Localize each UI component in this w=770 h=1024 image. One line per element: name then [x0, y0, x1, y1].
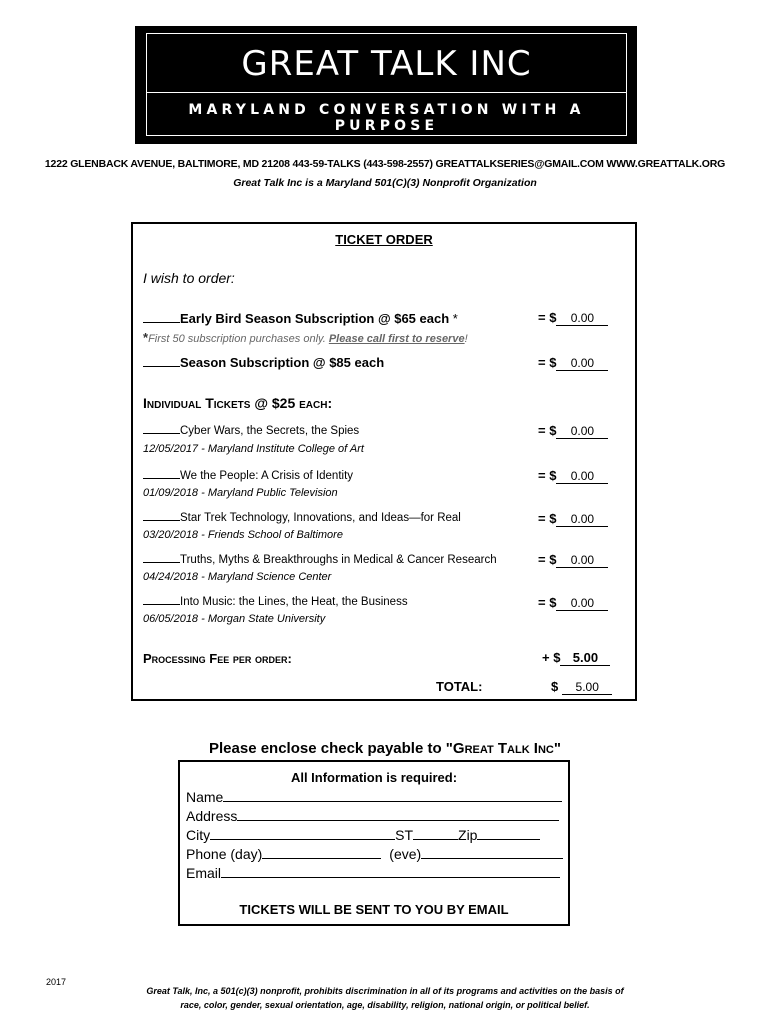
event-3-title: Star Trek Technology, Innovations, and Ideas—for Real: [180, 512, 461, 524]
info-title: All Information is required:: [290, 770, 458, 785]
state-label: ST: [395, 827, 414, 843]
email-label: Email: [186, 865, 222, 881]
early-bird-label: Early Bird Season Subscription @ $65 each: [180, 311, 450, 326]
event-1-title: Cyber Wars, the Secrets, the Spies: [180, 425, 360, 437]
processing-fee-amount: 5.00: [560, 651, 610, 666]
payable-name: Great Talk Inc: [452, 740, 554, 757]
payable-prefix: Please enclose check payable to ": [209, 740, 453, 757]
event-5-amount-row: [538, 595, 608, 611]
event-4-quantity-field[interactable]: [143, 562, 180, 563]
event-1-date: 12/05/2017 - Maryland Institute College of Art: [143, 443, 364, 455]
season-quantity-field[interactable]: [143, 366, 180, 367]
event-5-line: [143, 596, 408, 608]
event-5-quantity-field[interactable]: [143, 604, 180, 605]
season-amount[interactable]: 0.00: [556, 356, 608, 371]
early-bird-quantity-field[interactable]: [143, 322, 180, 323]
payable-suffix: ": [553, 740, 561, 757]
event-2-date: 01/09/2018 - Maryland Public Television: [143, 487, 338, 499]
tickets-by-email-notice: TICKETS WILL BE SENT TO YOU BY EMAIL: [239, 902, 509, 917]
phone-day-field[interactable]: [262, 847, 381, 859]
event-1-amount-row: [538, 423, 608, 439]
ticket-order-box: [131, 222, 637, 701]
address-line: [186, 808, 559, 824]
event-2-title: We the People: A Crisis of Identity: [180, 470, 354, 482]
season-subscription-line: [143, 355, 384, 370]
ticket-order-title: TICKET ORDER: [335, 232, 433, 247]
phone-line: [186, 846, 563, 862]
processing-fee-row: [542, 650, 610, 666]
banner-frame: [146, 33, 627, 136]
name-line: [186, 789, 562, 805]
city-label: City: [186, 827, 211, 843]
event-3-amount[interactable]: 0.00: [556, 512, 608, 527]
org-tagline: MARYLAND CONVERSATION WITH A PURPOSE: [188, 102, 585, 134]
total-row: [551, 679, 612, 695]
total-label: TOTAL:: [436, 679, 483, 694]
early-bird-line: [143, 311, 458, 326]
zip-field[interactable]: [477, 828, 540, 840]
name-label: Name: [186, 789, 224, 805]
city-field[interactable]: [210, 828, 395, 840]
city-line: [186, 827, 540, 843]
event-1-amount[interactable]: 0.00: [556, 424, 608, 439]
event-4-title: Truths, Myths & Breakthroughs in Medical & Cancer Research: [180, 554, 497, 566]
note-asterisk: *: [143, 330, 149, 345]
email-line: [186, 865, 560, 881]
header-banner: [135, 26, 637, 144]
event-1-quantity-field[interactable]: [143, 433, 180, 434]
org-title: GREAT TALK INC: [241, 44, 532, 84]
equals-dollar: = $: [538, 595, 557, 610]
equals-dollar: = $: [538, 468, 557, 483]
event-3-amount-row: [538, 511, 608, 527]
email-field[interactable]: [221, 866, 560, 878]
early-bird-amount[interactable]: 0.00: [556, 311, 608, 326]
payable-instruction: [0, 740, 770, 757]
event-2-amount-row: [538, 468, 608, 484]
event-3-date: 03/20/2018 - Friends School of Baltimore: [143, 529, 343, 541]
event-3-line: [143, 512, 461, 524]
early-bird-note: [143, 330, 468, 345]
event-4-date: 04/24/2018 - Maryland Science Center: [143, 571, 332, 583]
early-bird-amount-row: [538, 310, 608, 326]
name-field[interactable]: [223, 790, 562, 802]
note-text: First 50 subscription purchases only.: [148, 333, 329, 345]
non-discrimination-footer: [0, 984, 770, 1012]
processing-fee-label: Processing Fee per order:: [143, 651, 292, 666]
address-field[interactable]: [237, 809, 559, 821]
note-suffix: !: [464, 333, 468, 345]
equals-dollar: = $: [538, 355, 557, 370]
plus-dollar: + $: [542, 650, 561, 665]
total-dollar: $: [551, 679, 559, 694]
total-amount: 5.00: [562, 680, 612, 695]
footer-line-1: Great Talk, Inc, a 501(c)(3) nonprofit, prohibits discrimination in all of its programs and activities on the basis of: [146, 986, 624, 996]
event-2-line: [143, 470, 353, 482]
state-field[interactable]: [413, 828, 458, 840]
equals-dollar: = $: [538, 511, 557, 526]
nonprofit-statement: Great Talk Inc is a Maryland 501(C)(3) Nonprofit Organization: [233, 177, 537, 189]
event-1-line: [143, 425, 359, 437]
wish-to-order-label: I wish to order:: [143, 270, 235, 286]
season-amount-row: [538, 355, 608, 371]
zip-label: Zip: [458, 827, 478, 843]
event-5-date: 06/05/2018 - Morgan State University: [143, 613, 326, 625]
banner-divider: [147, 92, 626, 93]
event-5-amount[interactable]: 0.00: [556, 596, 608, 611]
equals-dollar: = $: [538, 423, 557, 438]
contact-line: 1222 GLENBACK AVENUE, BALTIMORE, MD 21208 443-59-TALKS (443-598-2557) GREATTALKSERIES@GMAIL.COM WWW.GREATTALK.ORG: [44, 158, 726, 170]
event-3-quantity-field[interactable]: [143, 520, 180, 521]
phone-day-label: Phone (day): [186, 846, 263, 862]
equals-dollar: = $: [538, 552, 557, 567]
phone-eve-field[interactable]: [421, 847, 563, 859]
equals-dollar: = $: [538, 310, 557, 325]
individual-tickets-heading: Individual Tickets @ $25 each:: [143, 395, 333, 411]
event-5-title: Into Music: the Lines, the Heat, the Business: [180, 596, 408, 608]
customer-info-box: [178, 760, 570, 926]
event-2-quantity-field[interactable]: [143, 478, 180, 479]
footer-year: 2017: [46, 977, 67, 987]
phone-eve-label: (eve): [389, 846, 422, 862]
call-first-link: Please call first to reserve: [328, 333, 465, 345]
event-2-amount[interactable]: 0.00: [556, 469, 608, 484]
footer-line-2: race, color, gender, sexual orientation, age, disability, religion, national origin, or political belief.: [180, 1000, 590, 1010]
early-bird-asterisk: *: [449, 311, 458, 326]
season-label: Season Subscription @ $85 each: [180, 355, 385, 370]
event-4-amount[interactable]: 0.00: [556, 553, 608, 568]
event-4-amount-row: [538, 552, 608, 568]
event-4-line: [143, 554, 497, 566]
address-label: Address: [186, 808, 238, 824]
